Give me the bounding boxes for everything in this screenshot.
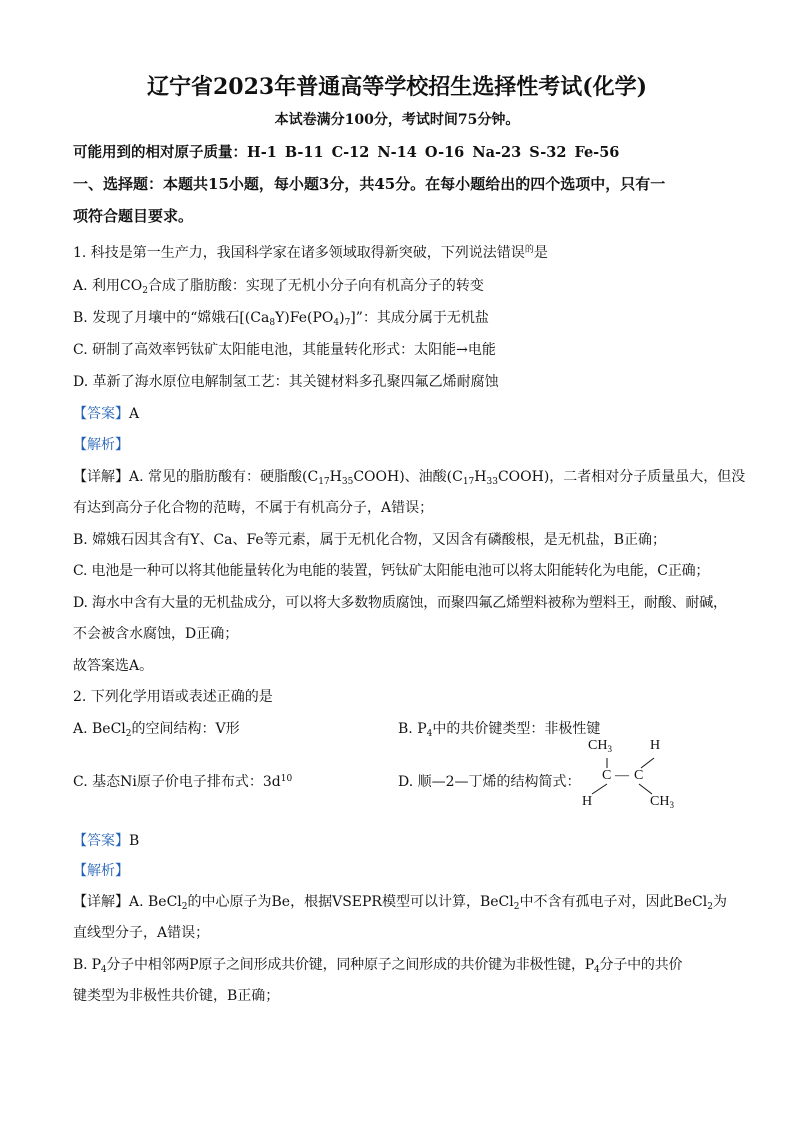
section-heading-line2: 项符合题目要求。 (73, 207, 194, 225)
cis-2-butene-structure (570, 736, 710, 816)
q1-analysis-tag: 【解析】 (73, 437, 129, 453)
q2-detail-3c: 分子中的共价 (599, 957, 683, 973)
struct-bottom-right-ch3 (650, 794, 674, 810)
q1-stem-sup: 的 (524, 245, 534, 255)
q1-option-b-sub2: 4 (333, 318, 340, 328)
q2-detail-line1 (73, 891, 727, 912)
q2-option-a-sub: 2 (125, 729, 132, 739)
q2-detail-3s2: 4 (593, 965, 600, 975)
q1-detail-1s3: 17 (462, 477, 475, 487)
exam-title: 辽宁省2023年普通高等学校招生选择性考试(化学) (146, 74, 648, 100)
q1-detail-1c: COOH)、油酸(C (353, 469, 463, 485)
q2-detail-tag: 【详解】 (73, 894, 129, 910)
q2-answer-value: B (129, 833, 140, 849)
q1-answer-tag: 【答案】 (73, 406, 129, 422)
q2-option-d: D. 顺—2—丁烯的结构简式： (398, 774, 581, 790)
q1-detail-1b: H (329, 469, 342, 485)
q1-detail-line5: D. 海水中含有大量的无机盐成分，可以将大多数物质腐蚀，而聚四氟乙烯塑料被称为塑料王，耐酸、耐碱， (73, 595, 727, 611)
struct-top-right-h: H (650, 738, 661, 753)
q1-option-a-text: A. 利用CO (73, 278, 143, 294)
q1-detail-line3: B. 嫦娥石因其含有Y、Ca、Fe等元素，属于无机化合物，又因含有磷酸根，是无机盐，B正确； (73, 532, 667, 548)
q2-option-a (73, 718, 240, 739)
q2-detail-1c: 中不含有孤电子对，因此BeCl (519, 894, 708, 910)
q2-option-b-text: B. P (398, 721, 427, 737)
q2-option-b-sub: 4 (426, 729, 433, 739)
q1-answer-value: A (129, 406, 140, 422)
struct-c1: C (602, 768, 612, 783)
q2-detail-1s3: 2 (707, 902, 713, 912)
q1-option-c: C. 研制了高效率钙钛矿太阳能电池，其能量转化形式：太阳能→电能 (73, 342, 496, 358)
q1-option-b-text2: Y)Fe(PO (275, 310, 334, 326)
q2-detail-1b: 的中心原子为Be，根据VSEPR模型可以计算，BeCl (187, 894, 514, 910)
q2-option-c-sup: 10 (280, 774, 293, 784)
q2-detail-3s1: 4 (100, 965, 107, 975)
struct-c2: C (634, 768, 644, 783)
bond-c2-top (641, 758, 654, 768)
q2-answer-tag: 【答案】 (73, 833, 129, 849)
q2-detail-3b: 分子中相邻两P原子之间形成共价键，同种原子之间形成的共价键为非极性键，P (106, 957, 594, 973)
atomic-masses: 可能用到的相对原子质量：H-1 B-11 C-12 N-14 O-16 Na-23 S-32 Fe-56 (73, 144, 620, 161)
q1-detail-line4: C. 电池是一种可以将其他能量转化为电能的装置，钙钛矿太阳能电池可以将太阳能转化为电能，C正确； (73, 563, 710, 579)
q2-detail-line3 (73, 954, 721, 975)
q1-detail-tag: 【详解】 (73, 469, 129, 485)
q1-stem-end: 是 (533, 245, 548, 261)
q2-detail-1d: 为 (712, 894, 727, 910)
q1-detail-1a: A. 常见的脂肪酸有：硬脂酸(C (129, 469, 319, 485)
q1-option-b (73, 307, 721, 328)
q2-detail-1a: A. BeCl (129, 894, 182, 910)
section-heading-line1: 一、选择题：本题共15小题，每小题3分，共45分。在每小题给出的四个选项中，只有一 (73, 175, 666, 193)
q1-option-a-rest: 合成了脂肪酸：实现了无机小分子向有机高分子的转变 (147, 278, 484, 294)
q1-option-b-text4: ]”：其成分属于无机盐 (350, 310, 489, 326)
struct-double-bond: — (615, 768, 629, 783)
q1-detail-1s2: 35 (341, 477, 354, 487)
q1-detail-1e: COOH)，二者相对分子质量虽大，但没 (497, 469, 746, 485)
q1-option-b-sub3: 7 (344, 318, 351, 328)
q1-option-b-text3: ) (339, 310, 345, 326)
struct-tl-sub: 3 (607, 744, 612, 754)
struct-br-sub: 3 (669, 800, 674, 810)
q2-option-a-text: A. BeCl (73, 721, 126, 737)
q2-answer (73, 830, 721, 850)
q1-option-a (73, 275, 721, 296)
q2-option-c-text: C. 基态Ni原子价电子排布式：3d (73, 774, 281, 790)
q1-stem (73, 242, 721, 262)
q1-option-b-sub1: 8 (269, 318, 276, 328)
q2-option-a-rest: 的空间结构：V形 (131, 721, 240, 737)
bond-c1-bottom (592, 784, 607, 794)
q2-detail-3a: B. P (73, 957, 101, 973)
q2-detail-line4: 键类型为非极性共价键，B正确； (73, 988, 280, 1004)
q2-detail-1s1: 2 (181, 902, 188, 912)
q2-detail-1s2: 2 (513, 902, 520, 912)
bond-c2-bottom (639, 784, 652, 794)
q2-analysis-tag: 【解析】 (73, 863, 129, 879)
q1-option-a-sub: 2 (142, 286, 148, 296)
q1-stem-text: 1. 科技是第一生产力，我国科学家在诸多领域取得新突破，下列说法错误 (73, 245, 525, 261)
q1-conclusion: 故答案选A。 (73, 658, 154, 674)
q1-detail-1s4: 33 (486, 477, 498, 487)
struct-br-text: CH (650, 794, 670, 809)
q2-option-b-rest: 中的共价键类型：非极性键 (432, 721, 601, 737)
struct-bottom-left-h: H (582, 794, 593, 809)
q1-detail-1d: H (474, 469, 487, 485)
struct-tl-text: CH (588, 738, 608, 753)
q2-detail-line2: 直线型分子，A错误； (73, 925, 210, 941)
q1-detail-line1 (73, 466, 746, 487)
q2-stem: 2. 下列化学用语或表述正确的是 (73, 689, 273, 705)
q1-detail-1s1: 17 (318, 477, 330, 487)
q1-option-d: D. 革新了海水原位电解制氢工艺：其关键材料多孔聚四氟乙烯耐腐蚀 (73, 374, 499, 390)
q1-detail-line2: 有达到高分子化合物的范畴，不属于有机高分子，A错误； (73, 500, 434, 516)
q1-detail-line6: 不会被含水腐蚀，D正确； (73, 626, 239, 642)
q1-option-b-text: B. 发现了月壤中的“嫦娥石[(Ca (73, 310, 270, 326)
exam-subtitle: 本试卷满分100分，考试时间75分钟。 (274, 112, 520, 128)
q1-answer (73, 403, 721, 423)
q2-option-c (73, 771, 292, 791)
